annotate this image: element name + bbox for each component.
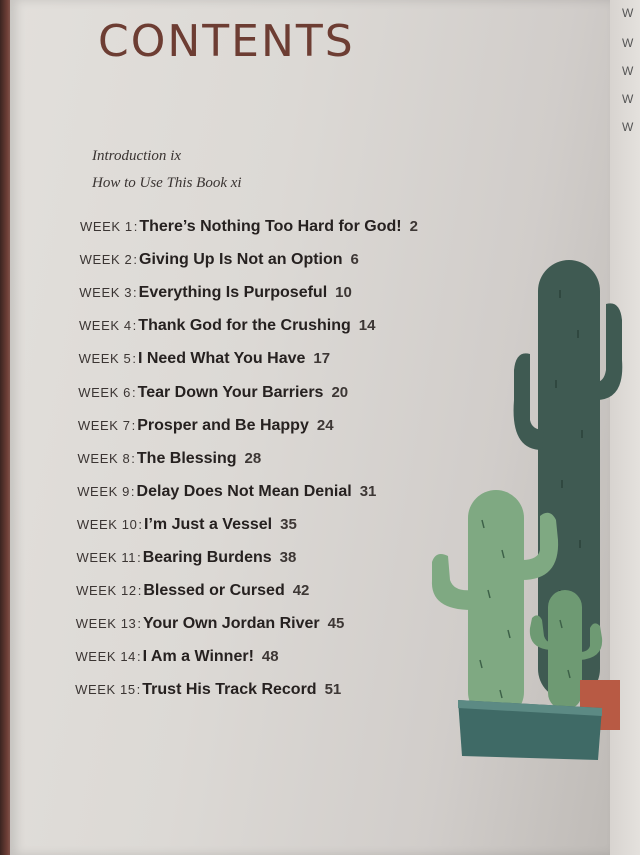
- week-title: The Blessing: [136, 449, 237, 467]
- week-separator: :: [131, 417, 136, 433]
- toc-entry: [78, 417, 334, 435]
- week-label: WEEK 5: [78, 351, 132, 367]
- week-label: WEEK 11: [76, 550, 137, 565]
- week-label: WEEK 9: [77, 483, 130, 499]
- week-title: Tear Down Your Barriers: [137, 383, 324, 401]
- front-matter-item: [92, 148, 181, 165]
- next-page-glyph: W: [622, 120, 634, 134]
- toc-entry: [78, 450, 262, 468]
- page-number: 10: [335, 284, 352, 302]
- week-title: I Need What You Have: [137, 350, 306, 368]
- page-number: 31: [359, 482, 377, 500]
- week-title: I Am a Winner!: [142, 648, 254, 666]
- toc-entry: [75, 681, 341, 699]
- week-label: WEEK 3: [79, 285, 133, 301]
- toc-entry: [80, 251, 359, 269]
- page-number: 24: [316, 416, 334, 434]
- page-number: 20: [331, 383, 349, 401]
- week-label: WEEK 12: [76, 583, 137, 599]
- week-separator: :: [138, 516, 143, 532]
- week-title: Bearing Burdens: [142, 549, 272, 566]
- page-number: 45: [327, 615, 345, 633]
- week-separator: :: [132, 318, 137, 334]
- next-page-glyph: W: [622, 6, 634, 20]
- week-separator: :: [131, 450, 135, 466]
- front-matter-page: ix: [170, 148, 182, 164]
- page-number: 6: [350, 251, 359, 269]
- page-number: 28: [244, 449, 262, 467]
- week-label: WEEK 10: [76, 516, 138, 532]
- next-page-glyph: W: [622, 64, 634, 78]
- week-title: I’m Just a Vessel: [144, 515, 273, 533]
- week-title: Your Own Jordan River: [142, 615, 320, 633]
- next-page-glyph: W: [622, 36, 634, 50]
- page-number: 35: [280, 515, 297, 533]
- week-title: Blessed or Cursed: [143, 582, 285, 600]
- toc-entry: [77, 516, 297, 534]
- toc-entry: [76, 615, 345, 633]
- page-number: 48: [261, 648, 279, 666]
- toc-entry: [79, 284, 352, 302]
- page-number: 17: [313, 350, 331, 368]
- week-label: WEEK 14: [75, 649, 136, 665]
- toc-entry: [75, 648, 278, 666]
- week-label: WEEK 4: [78, 318, 132, 334]
- toc-entry: [78, 384, 348, 402]
- week-title: Everything Is Purposeful: [138, 284, 328, 302]
- front-matter-item: [92, 175, 242, 192]
- week-label: WEEK 6: [78, 384, 131, 400]
- toc-entry: [79, 317, 375, 335]
- page-title: CONTENTS: [98, 16, 355, 67]
- front-matter-title: How to Use This Book: [92, 175, 227, 191]
- week-label: WEEK 8: [77, 450, 131, 466]
- week-separator: :: [136, 682, 141, 698]
- next-page-glyph: W: [622, 92, 634, 106]
- page-number: 2: [409, 218, 418, 235]
- page-number: 38: [279, 549, 297, 566]
- week-title: There’s Nothing Too Hard for God!: [139, 218, 402, 235]
- week-label: WEEK 15: [75, 682, 136, 698]
- toc-entry: [77, 483, 376, 501]
- week-separator: :: [137, 649, 141, 665]
- toc-entry: [77, 549, 297, 567]
- week-label: WEEK 1: [80, 219, 133, 234]
- toc-entry: [80, 218, 418, 236]
- week-label: WEEK 2: [79, 252, 133, 268]
- week-label: WEEK 13: [75, 616, 137, 632]
- week-separator: :: [137, 583, 142, 599]
- week-separator: :: [133, 285, 137, 301]
- week-separator: :: [130, 483, 135, 499]
- week-separator: :: [133, 219, 138, 234]
- toc-entry: [76, 582, 309, 600]
- book-page: [10, 0, 610, 855]
- week-separator: :: [132, 351, 136, 367]
- page-number: 14: [358, 317, 376, 335]
- front-matter-page: xi: [230, 175, 242, 191]
- page-number: 51: [324, 681, 342, 699]
- week-separator: :: [133, 252, 137, 268]
- cactus-illustration: [410, 250, 640, 790]
- week-separator: :: [131, 384, 136, 400]
- week-title: Trust His Track Record: [142, 681, 317, 699]
- front-matter-title: Introduction: [92, 148, 167, 164]
- week-title: Giving Up Is Not an Option: [139, 251, 343, 269]
- page-number: 42: [292, 582, 310, 600]
- week-separator: :: [137, 616, 141, 632]
- week-title: Thank God for the Crushing: [138, 317, 351, 335]
- week-title: Prosper and Be Happy: [137, 416, 309, 434]
- week-separator: :: [137, 550, 141, 565]
- week-label: WEEK 7: [77, 417, 131, 433]
- toc-entry: [79, 350, 331, 368]
- week-title: Delay Does Not Mean Denial: [136, 482, 352, 500]
